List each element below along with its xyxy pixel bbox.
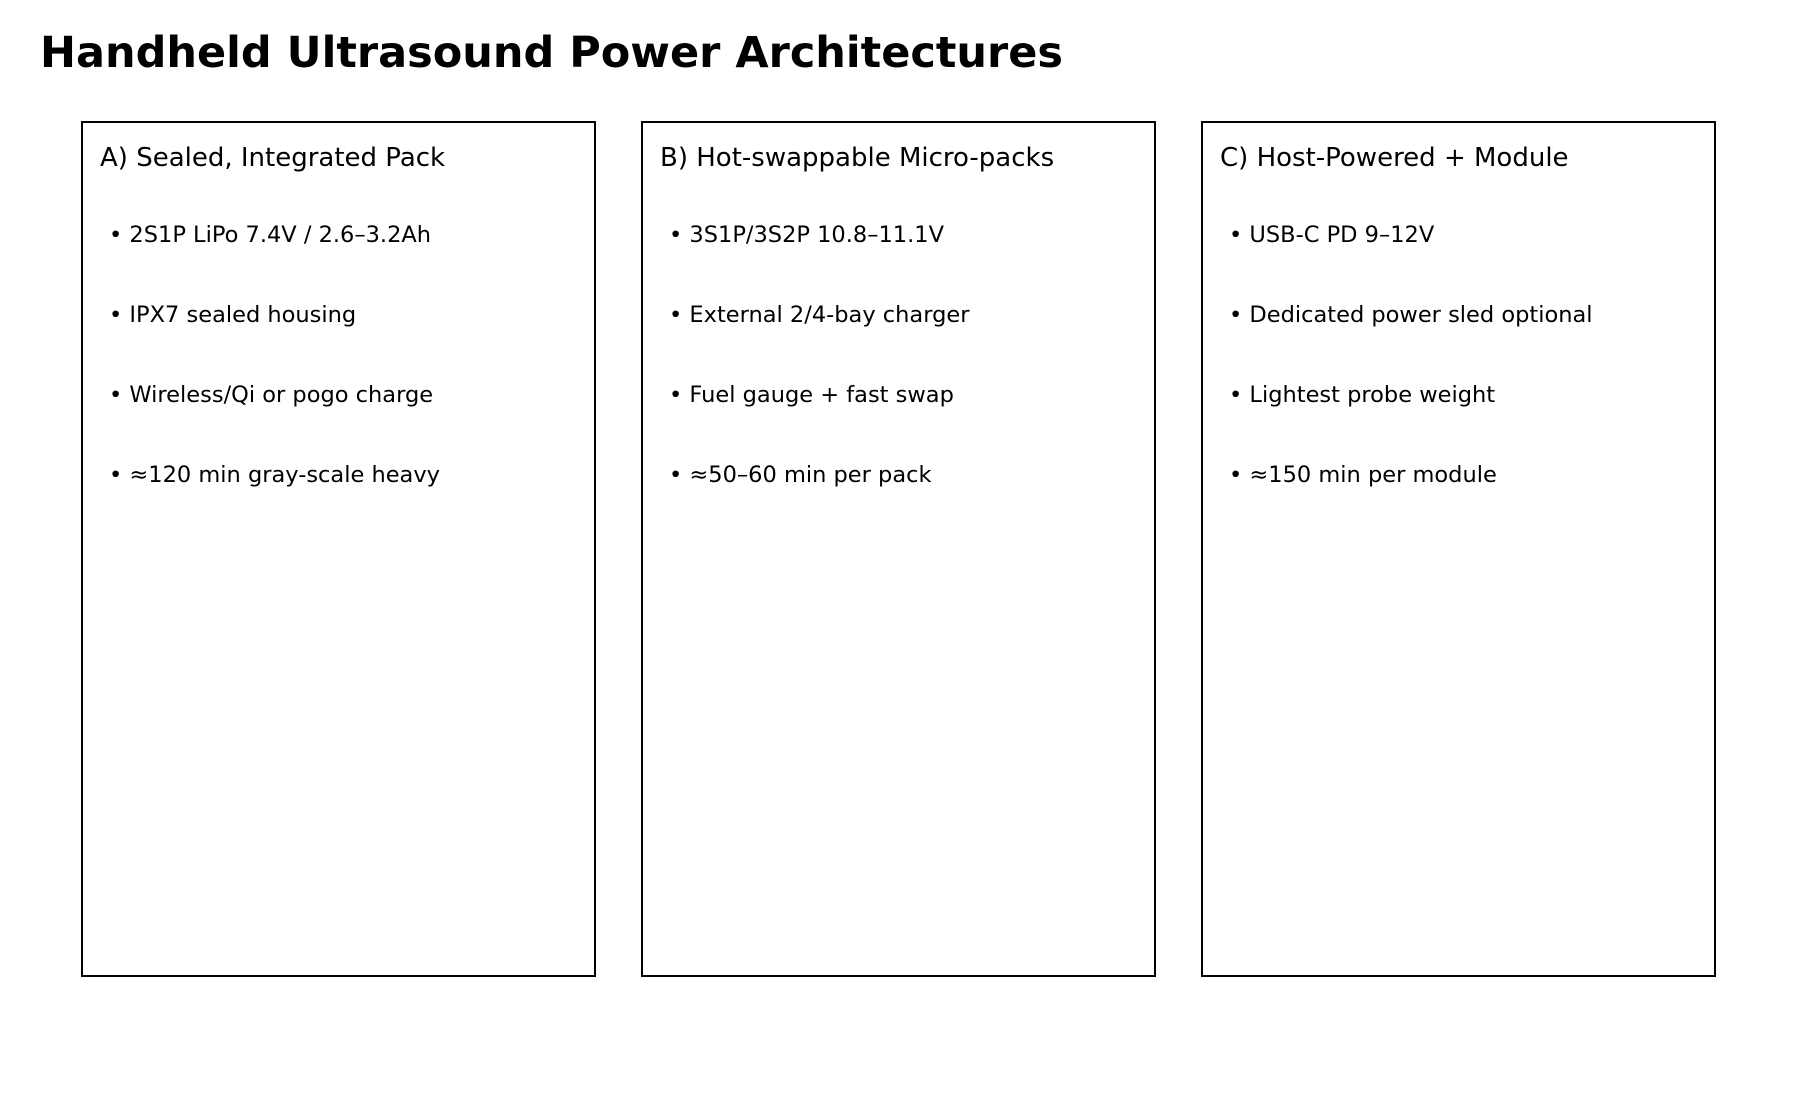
panel-heading: B) Hot-swappable Micro-packs: [660, 143, 1055, 173]
bullet-item: • ≈150 min per module: [1229, 462, 1497, 488]
panel-heading: C) Host-Powered + Module: [1220, 143, 1569, 173]
bullet-item: • 3S1P/3S2P 10.8–11.1V: [669, 222, 944, 248]
bullet-item: • External 2/4-bay charger: [669, 302, 970, 328]
bullet-list: [669, 222, 969, 542]
panel-host-powered-module: [1201, 121, 1716, 977]
bullet-item: • 2S1P LiPo 7.4V / 2.6–3.2Ah: [109, 222, 432, 248]
panel-hot-swappable-micro-packs: [641, 121, 1156, 977]
bullet-list: [1229, 222, 1593, 542]
bullet-list: [109, 222, 440, 542]
bullet-item: • Fuel gauge + fast swap: [669, 382, 954, 408]
bullet-item: • ≈50–60 min per pack: [669, 462, 932, 488]
page-title: Handheld Ultrasound Power Architectures: [40, 28, 1063, 78]
bullet-item: • Wireless/Qi or pogo charge: [109, 382, 434, 408]
panel-heading: A) Sealed, Integrated Pack: [100, 143, 446, 173]
bullet-item: • IPX7 sealed housing: [109, 302, 357, 328]
bullet-item: • Dedicated power sled optional: [1229, 302, 1593, 328]
bullet-item: • Lightest probe weight: [1229, 382, 1496, 408]
bullet-item: • ≈120 min gray-scale heavy: [109, 462, 440, 488]
panel-sealed-integrated-pack: [81, 121, 596, 977]
bullet-item: • USB-C PD 9–12V: [1229, 222, 1435, 248]
